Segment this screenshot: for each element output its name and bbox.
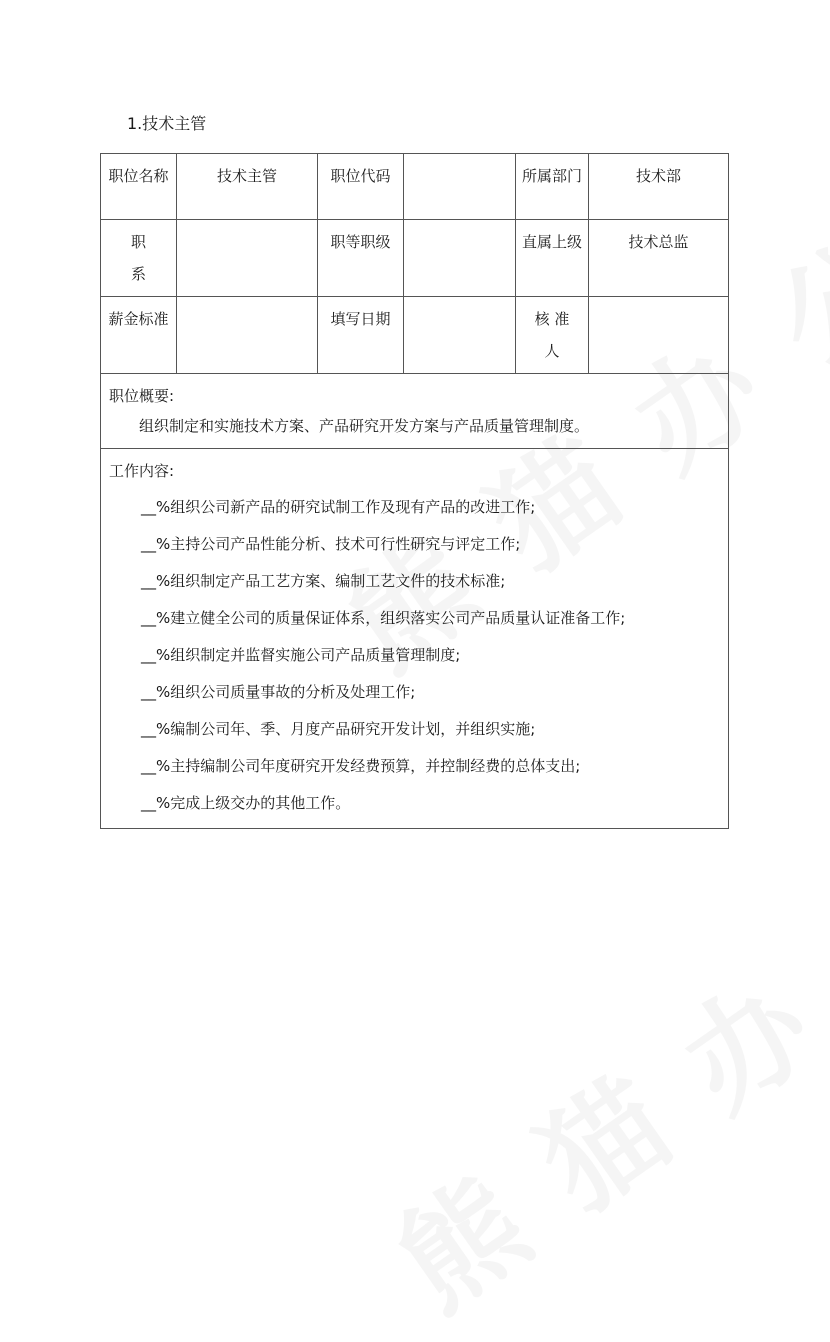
label-approver: 核 准 人 — [516, 297, 589, 374]
job-description-table — [100, 153, 729, 829]
duty-item: __%组织制定并监督实施公司产品质量管理制度; — [141, 646, 461, 664]
table-row — [101, 220, 729, 297]
value-position-code — [404, 154, 516, 220]
label-job-family: 职 系 — [101, 220, 177, 297]
value-salary-standard — [177, 297, 318, 374]
section-heading: 1.技术主管 — [127, 114, 207, 133]
duty-item: __%组织制定产品工艺方案、编制工艺文件的技术标准; — [141, 572, 506, 590]
value-fill-date — [404, 297, 516, 374]
watermark — [359, 830, 830, 1342]
label-fill-date: 填写日期 — [318, 297, 404, 374]
duties-cell — [101, 449, 729, 829]
table-row — [101, 449, 729, 829]
duty-item: __%完成上级交办的其他工作。 — [141, 794, 351, 812]
duty-item: __%建立健全公司的质量保证体系，组织落实公司产品质量认证准备工作; — [141, 609, 626, 627]
value-approver — [589, 297, 729, 374]
duty-item: __%编制公司年、季、月度产品研究开发计划，并组织实施; — [141, 720, 536, 738]
label-direct-supervisor: 直属上级 — [516, 220, 589, 297]
duty-item: __%组织公司质量事故的分析及处理工作; — [141, 683, 416, 701]
label-grade-level: 职等职级 — [318, 220, 404, 297]
value-direct-supervisor: 技术总监 — [589, 220, 729, 297]
table-row — [101, 154, 729, 220]
value-position-name: 技术主管 — [177, 154, 318, 220]
label-position-code: 职位代码 — [318, 154, 404, 220]
duty-item: __%组织公司新产品的研究试制工作及现有产品的改进工作; — [141, 498, 536, 516]
label-salary-standard: 薪金标准 — [101, 297, 177, 374]
summary-cell — [101, 374, 729, 449]
table-row — [101, 374, 729, 449]
label-position-name: 职位名称 — [101, 154, 177, 220]
duties-title: 工作内容: — [109, 462, 175, 480]
summary-title: 职位概要: — [109, 387, 175, 405]
value-job-family — [177, 220, 318, 297]
duty-item: __%主持编制公司年度研究开发经费预算，并控制经费的总体支出; — [141, 757, 581, 775]
table-row — [101, 297, 729, 374]
duty-item: __%主持公司产品性能分析、技术可行性研究与评定工作; — [141, 535, 521, 553]
summary-text: 组织制定和实施技术方案、产品研究开发方案与产品质量管理制度。 — [139, 417, 590, 435]
value-department: 技术部 — [589, 154, 729, 220]
label-department: 所属部门 — [516, 154, 589, 220]
value-grade-level — [404, 220, 516, 297]
